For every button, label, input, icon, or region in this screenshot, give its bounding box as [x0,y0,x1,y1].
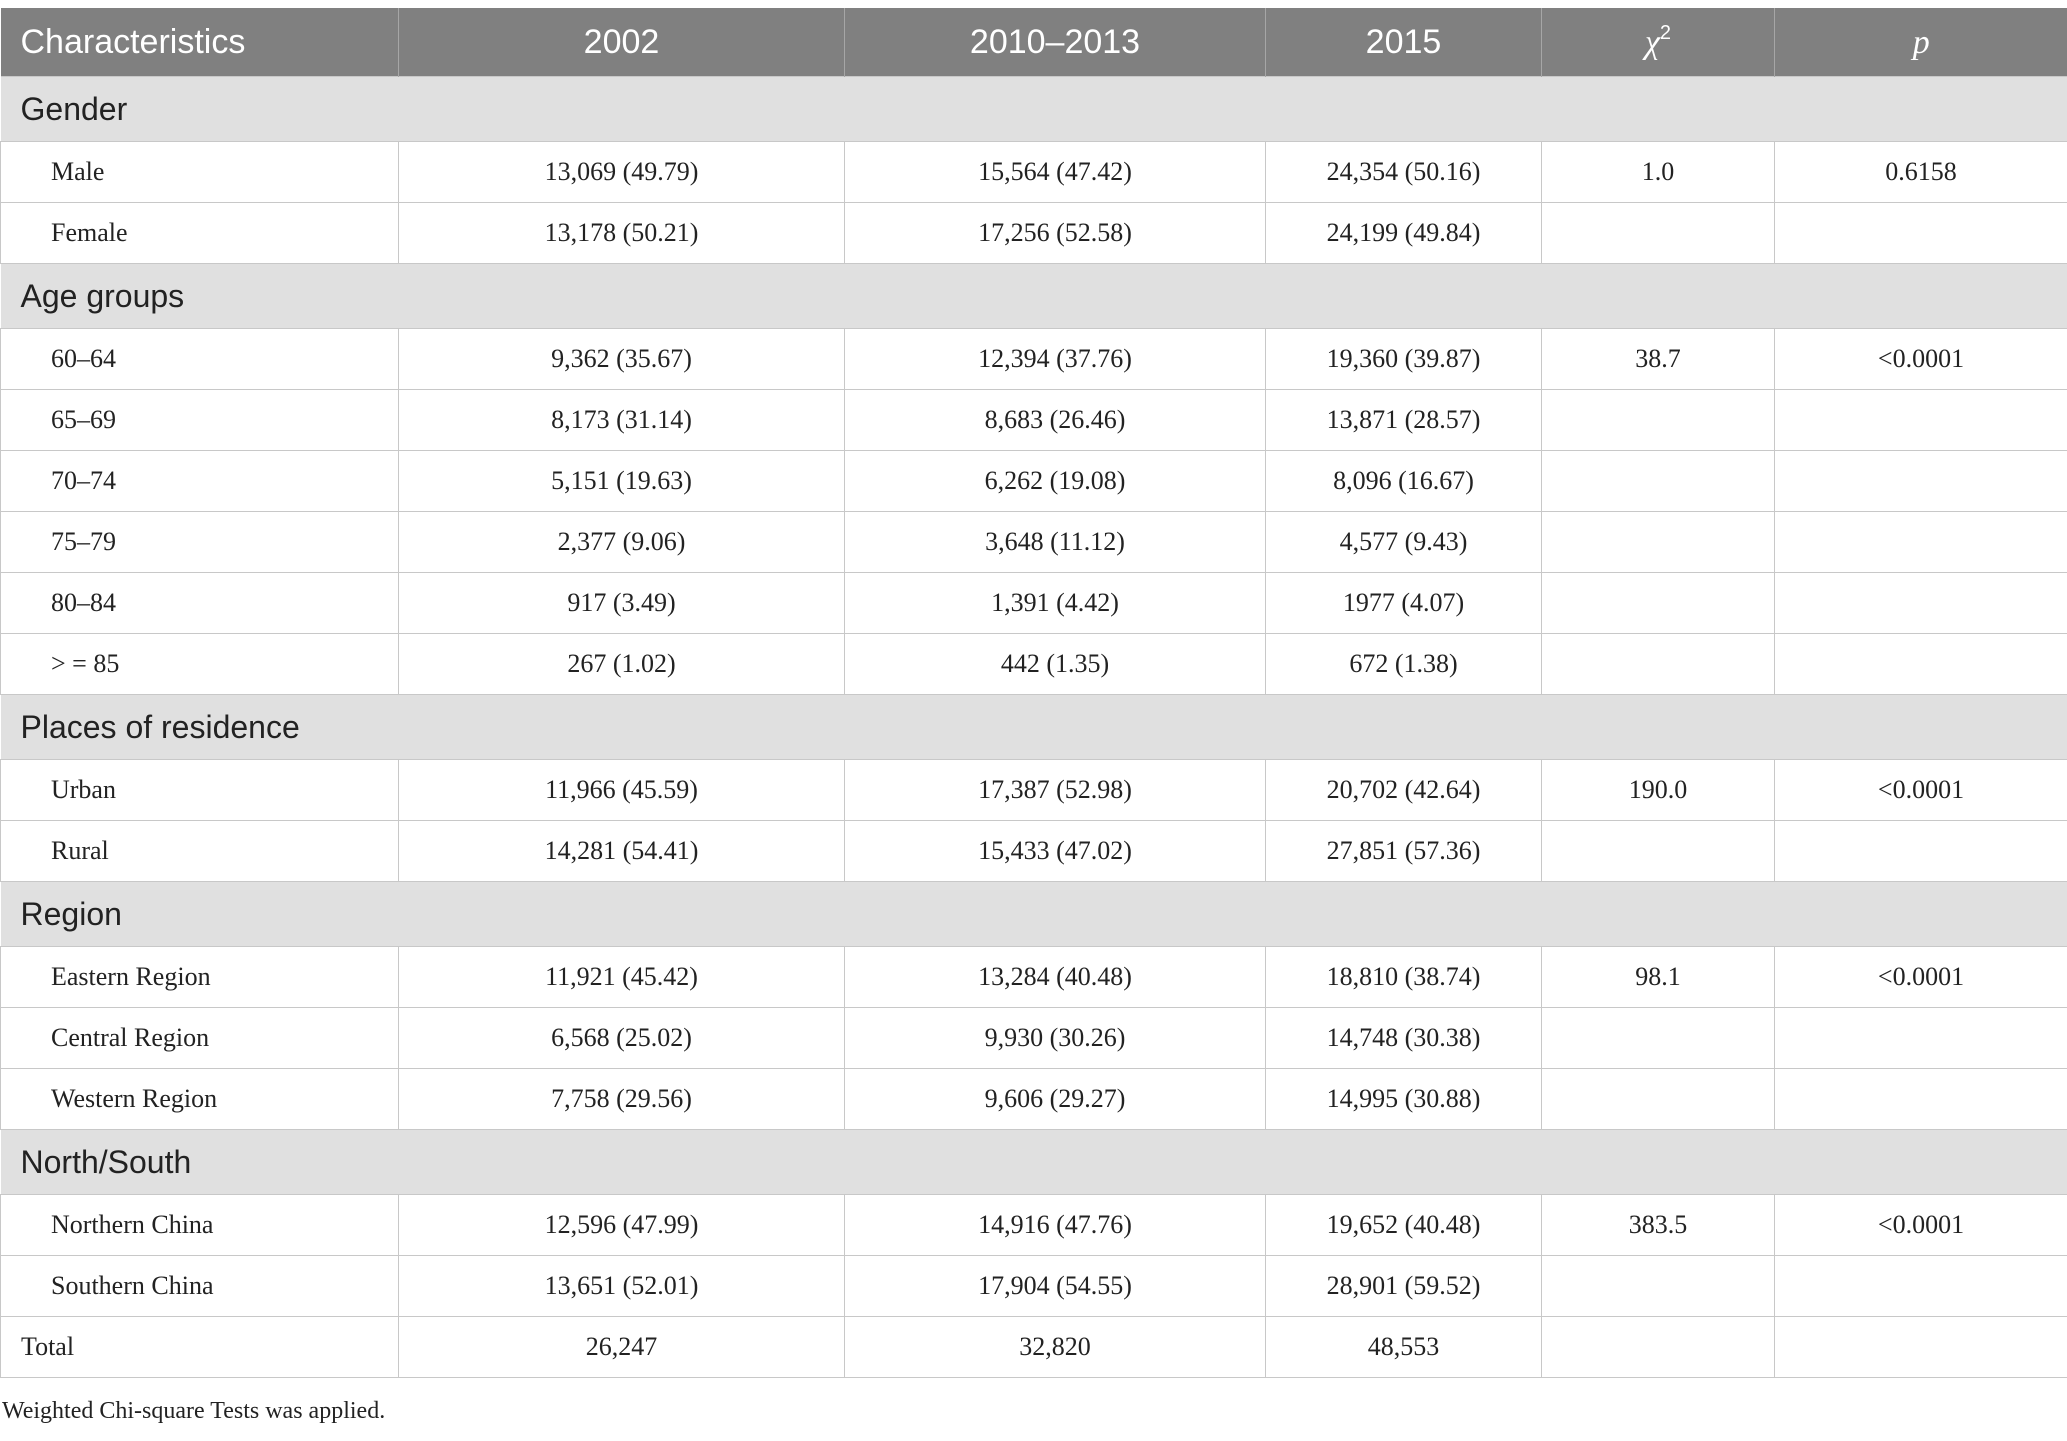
cell-2015: 24,354 (50.16) [1266,142,1542,203]
table-row [1,634,2067,695]
group-row-places-of-residence [1,695,2067,760]
cell-2010-2013: 12,394 (37.76) [845,329,1266,390]
row-label: 70–74 [1,451,399,512]
table-row [1,947,2067,1008]
cell-2010-2013: 15,564 (47.42) [845,142,1266,203]
header-2010-2013: 2010–2013 [845,8,1266,77]
group-row-region [1,882,2067,947]
cell-2002: 267 (1.02) [399,634,845,695]
group-title: Region [1,882,2067,947]
group-row-north-south [1,1130,2067,1195]
cell-p-value: <0.0001 [1775,329,2067,390]
group-row-age-groups [1,264,2067,329]
cell-2002: 11,966 (45.59) [399,760,845,821]
cell-chi-square [1542,390,1775,451]
cell-2015: 1977 (4.07) [1266,573,1542,634]
cell-chi-square [1542,1008,1775,1069]
cell-chi-square [1542,1069,1775,1130]
cell-2002: 8,173 (31.14) [399,390,845,451]
table-row [1,821,2067,882]
header-p-value [1775,8,2067,77]
cell-p-value: 0.6158 [1775,142,2067,203]
chi-symbol: χ [1644,24,1660,61]
cell-2015: 27,851 (57.36) [1266,821,1542,882]
row-label: Central Region [1,1008,399,1069]
row-label: Southern China [1,1256,399,1317]
cell-2010-2013: 13,284 (40.48) [845,947,1266,1008]
table-footnote: Weighted Chi-square Tests was applied. [2,1398,386,1424]
cell-p-value [1775,1069,2067,1130]
total-p-value [1775,1317,2067,1378]
group-title: Age groups [1,264,2067,329]
cell-p-value [1775,634,2067,695]
total-2002: 26,247 [399,1317,845,1378]
cell-2010-2013: 8,683 (26.46) [845,390,1266,451]
table-row [1,451,2067,512]
table-row [1,329,2067,390]
group-row-gender [1,77,2067,142]
cell-chi-square [1542,821,1775,882]
table-row [1,1256,2067,1317]
row-label: Urban [1,760,399,821]
total-2015: 48,553 [1266,1317,1542,1378]
cell-p-value [1775,512,2067,573]
p-symbol: p [1912,23,1930,61]
cell-2015: 28,901 (59.52) [1266,1256,1542,1317]
header-2015: 2015 [1266,8,1542,77]
table-body [1,77,2067,1378]
cell-2015: 19,360 (39.87) [1266,329,1542,390]
cell-2015: 18,810 (38.74) [1266,947,1542,1008]
row-label: Rural [1,821,399,882]
cell-2010-2013: 3,648 (11.12) [845,512,1266,573]
table-row [1,573,2067,634]
cell-2010-2013: 15,433 (47.02) [845,821,1266,882]
cell-2015: 8,096 (16.67) [1266,451,1542,512]
total-label: Total [1,1317,399,1378]
table-row [1,512,2067,573]
table-header [1,8,2067,77]
cell-2015: 20,702 (42.64) [1266,760,1542,821]
header-row [1,8,2067,77]
cell-2002: 9,362 (35.67) [399,329,845,390]
cell-2010-2013: 6,262 (19.08) [845,451,1266,512]
group-title: Gender [1,77,2067,142]
cell-2002: 6,568 (25.02) [399,1008,845,1069]
cell-2002: 5,151 (19.63) [399,451,845,512]
total-row [1,1317,2067,1378]
header-characteristics: Characteristics [1,8,399,77]
cell-2002: 2,377 (9.06) [399,512,845,573]
cell-p-value [1775,203,2067,264]
row-label: Male [1,142,399,203]
cell-chi-square [1542,512,1775,573]
cell-chi-square: 98.1 [1542,947,1775,1008]
cell-p-value: <0.0001 [1775,760,2067,821]
cell-2015: 14,748 (30.38) [1266,1008,1542,1069]
cell-2002: 11,921 (45.42) [399,947,845,1008]
cell-2010-2013: 17,387 (52.98) [845,760,1266,821]
table-row [1,203,2067,264]
cell-2015: 14,995 (30.88) [1266,1069,1542,1130]
cell-chi-square [1542,573,1775,634]
row-label: 60–64 [1,329,399,390]
total-chi-square [1542,1317,1775,1378]
chi-superscript: 2 [1659,22,1672,44]
cell-2010-2013: 1,391 (4.42) [845,573,1266,634]
cell-p-value: <0.0001 [1775,1195,2067,1256]
cell-2015: 4,577 (9.43) [1266,512,1542,573]
characteristics-table [0,8,2067,1378]
table-row [1,1008,2067,1069]
header-2002: 2002 [399,8,845,77]
cell-2015: 13,871 (28.57) [1266,390,1542,451]
cell-2010-2013: 9,606 (29.27) [845,1069,1266,1130]
row-label: 75–79 [1,512,399,573]
cell-2002: 13,069 (49.79) [399,142,845,203]
cell-chi-square: 190.0 [1542,760,1775,821]
table-row [1,142,2067,203]
row-label: Western Region [1,1069,399,1130]
cell-2002: 12,596 (47.99) [399,1195,845,1256]
cell-p-value [1775,1008,2067,1069]
cell-2010-2013: 9,930 (30.26) [845,1008,1266,1069]
cell-2015: 24,199 (49.84) [1266,203,1542,264]
total-2010-2013: 32,820 [845,1317,1266,1378]
cell-chi-square: 383.5 [1542,1195,1775,1256]
table-row [1,1069,2067,1130]
table-row [1,1195,2067,1256]
cell-p-value [1775,1256,2067,1317]
cell-chi-square: 38.7 [1542,329,1775,390]
cell-chi-square [1542,634,1775,695]
cell-2002: 7,758 (29.56) [399,1069,845,1130]
table-row [1,390,2067,451]
group-title: North/South [1,1130,2067,1195]
row-label: 65–69 [1,390,399,451]
cell-2010-2013: 17,256 (52.58) [845,203,1266,264]
cell-2002: 14,281 (54.41) [399,821,845,882]
characteristics-table-container [0,8,2067,1378]
cell-chi-square [1542,1256,1775,1317]
row-label: Eastern Region [1,947,399,1008]
table-row [1,760,2067,821]
cell-2010-2013: 442 (1.35) [845,634,1266,695]
cell-p-value [1775,573,2067,634]
row-label: Northern China [1,1195,399,1256]
cell-2010-2013: 14,916 (47.76) [845,1195,1266,1256]
row-label: > = 85 [1,634,399,695]
cell-p-value: <0.0001 [1775,947,2067,1008]
cell-chi-square [1542,203,1775,264]
cell-p-value [1775,451,2067,512]
cell-2002: 13,178 (50.21) [399,203,845,264]
header-chi-square [1542,8,1775,77]
row-label: 80–84 [1,573,399,634]
row-label: Female [1,203,399,264]
cell-2002: 13,651 (52.01) [399,1256,845,1317]
cell-chi-square: 1.0 [1542,142,1775,203]
cell-2010-2013: 17,904 (54.55) [845,1256,1266,1317]
cell-2015: 672 (1.38) [1266,634,1542,695]
cell-2002: 917 (3.49) [399,573,845,634]
cell-p-value [1775,821,2067,882]
group-title: Places of residence [1,695,2067,760]
cell-p-value [1775,390,2067,451]
cell-2015: 19,652 (40.48) [1266,1195,1542,1256]
cell-chi-square [1542,451,1775,512]
